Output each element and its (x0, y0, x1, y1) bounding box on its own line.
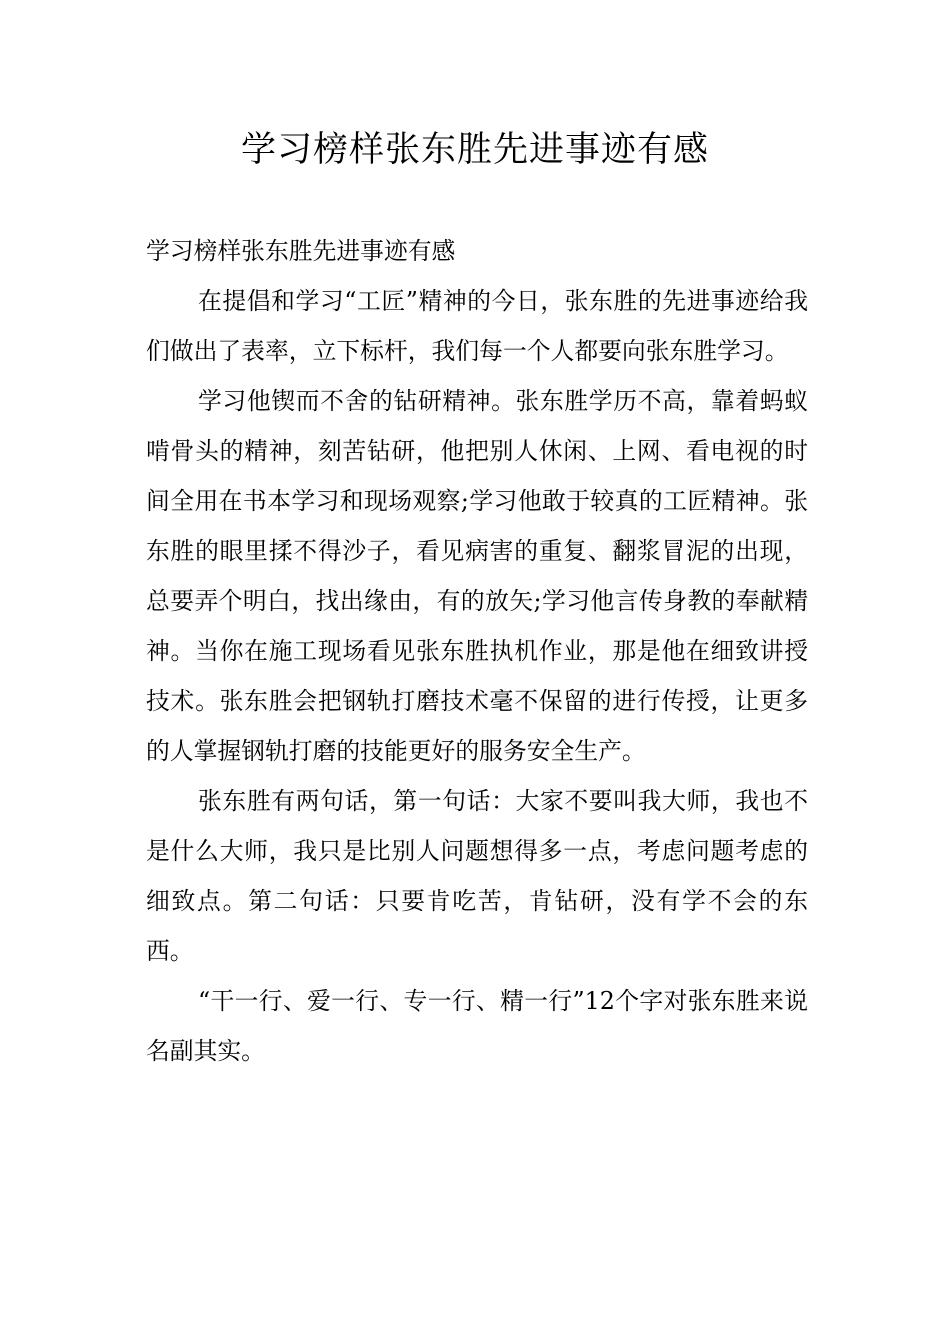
paragraph-two-sayings: 张东胜有两句话，第一句话：大家不要叫我大师，我也不是什么大师，我只是比别人问题想得多一点，考虑问题考虑的细致点。第二句话：只要肯吃苦，肯钻研，没有学不会的东西。 (146, 787, 808, 965)
paragraph-intro: 在提倡和学习“工匠”精神的今日，张东胜的先进事迹给我们做出了表率，立下标杆，我们每一个人都要向张东胜学习。 (146, 287, 808, 365)
document-body (146, 226, 808, 1076)
document-title: 学习榜样张东胜先进事迹有感 (240, 130, 709, 170)
document-subtitle: 学习榜样张东胜先进事迹有感 (146, 237, 456, 265)
paragraph-learning-spirit: 学习他锲而不舍的钻研精神。张东胜学历不高，靠着蚂蚁啃骨头的精神，刻苦钻研，他把别人休闲、上网、看电视的时间全用在书本学习和现场观察;学习他敢于较真的工匠精神。张东胜的眼里揉不得沙子，看见病害的重复、翻浆冒泥的出现，总要弄个明白，找出缘由，有的放矢;学习他言传身教的奉献精神。当你在施工现场看见张东胜执机作业，那是他在细致讲授技术。张东胜会把钢轨打磨技术毫不保留的进行传授，让更多的人掌握钢轨打磨的技能更好的服务安全生产。 (146, 387, 808, 765)
paragraph-conclusion: “干一行、爱一行、专一行、精一行”12个字对张东胜来说名副其实。 (146, 987, 808, 1065)
